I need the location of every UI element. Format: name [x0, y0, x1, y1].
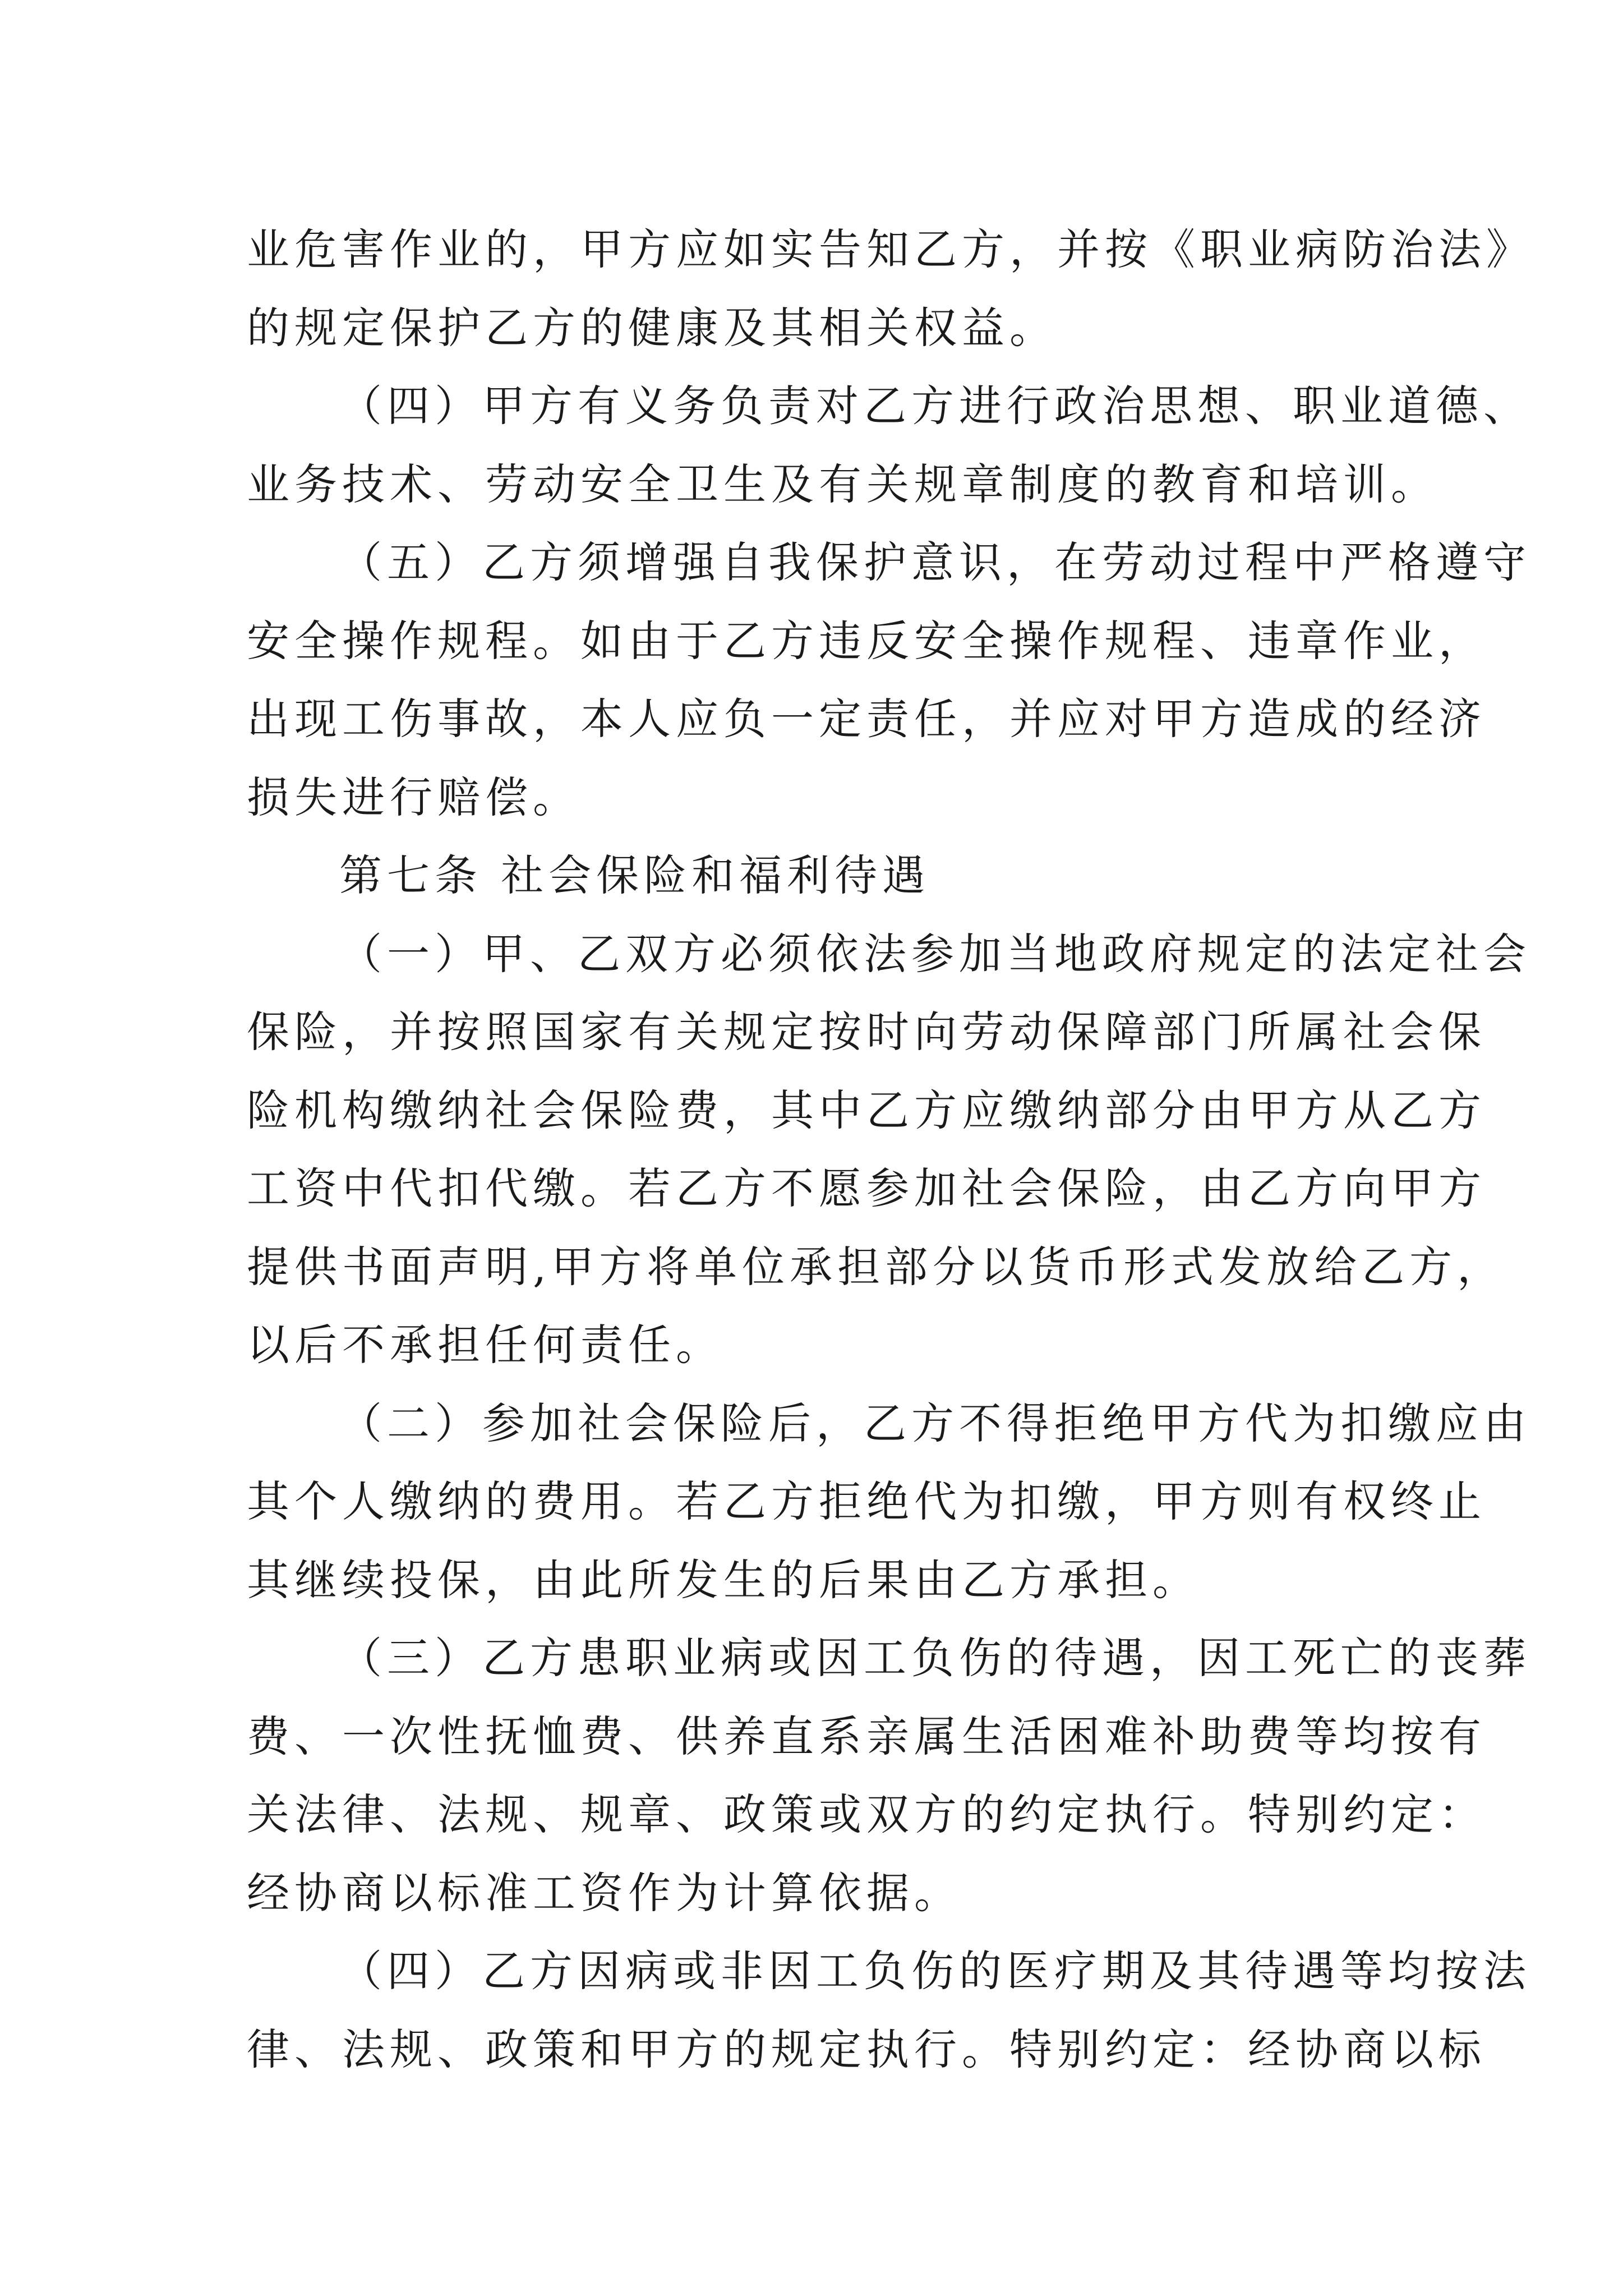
- text-line: 其继续投保，由此所发生的后果由乙方承担。: [247, 1554, 1200, 1605]
- paragraph-start-line: （一）甲、乙双方必须依法参加当地政府规定的法定社会: [339, 928, 1531, 979]
- document-page: [247, 210, 1534, 2088]
- paragraph-start-line: （四）甲方有义务负责对乙方进行政治思想、职业道德、: [339, 381, 1531, 431]
- text-line: 业务技术、劳动安全卫生及有关规章制度的教育和培训。: [247, 459, 1438, 509]
- text-line: 险机构缴纳社会保险费，其中乙方应缴纳部分由甲方从乙方: [247, 1085, 1486, 1135]
- paragraph-start-line: （二）参加社会保险后，乙方不得拒绝甲方代为扣缴应由: [339, 1398, 1531, 1448]
- text-line: 关法律、法规、规章、政策或双方的约定执行。特别约定：: [247, 1789, 1486, 1839]
- text-line: 出现工伤事故，本人应负一定责任，并应对甲方造成的经济: [247, 694, 1486, 744]
- paragraph-start-line: （四）乙方因病或非因工负伤的医疗期及其待遇等均按法: [339, 1946, 1531, 1996]
- text-line: 安全操作规程。如由于乙方违反安全操作规程、违章作业，: [247, 615, 1486, 666]
- text-line: 业危害作业的，甲方应如实告知乙方，并按《职业病防治法》: [247, 224, 1534, 274]
- text-line: 费、一次性抚恤费、供养直系亲属生活困难补助费等均按有: [247, 1711, 1486, 1761]
- article-heading: 第七条 社会保险和福利待遇: [339, 850, 930, 900]
- text-line: 其个人缴纳的费用。若乙方拒绝代为扣缴，甲方则有权终止: [247, 1476, 1486, 1526]
- text-line: 以后不承担任何责任。: [247, 1320, 723, 1370]
- text-line: 经协商以标准工资作为计算依据。: [247, 1867, 962, 1918]
- paragraph-start-line: （五）乙方须增强自我保护意识，在劳动过程中严格遵守: [339, 537, 1531, 587]
- text-line: 损失进行赔偿。: [247, 772, 580, 822]
- text-line: 工资中代扣代缴。若乙方不愿参加社会保险，由乙方向甲方: [247, 1163, 1486, 1213]
- text-line: 的规定保护乙方的健康及其相关权益。: [247, 302, 1057, 353]
- text-line: 保险，并按照国家有关规定按时向劳动保障部门所属社会保: [247, 1007, 1486, 1057]
- text-line: 提供书面声明,甲方将单位承担部分以货币形式发放给乙方，: [247, 1241, 1505, 1292]
- text-line: 律、法规、政策和甲方的规定执行。特别约定：经协商以标: [247, 2024, 1486, 2074]
- paragraph-start-line: （三）乙方患职业病或因工负伤的待遇，因工死亡的丧葬: [339, 1633, 1531, 1683]
